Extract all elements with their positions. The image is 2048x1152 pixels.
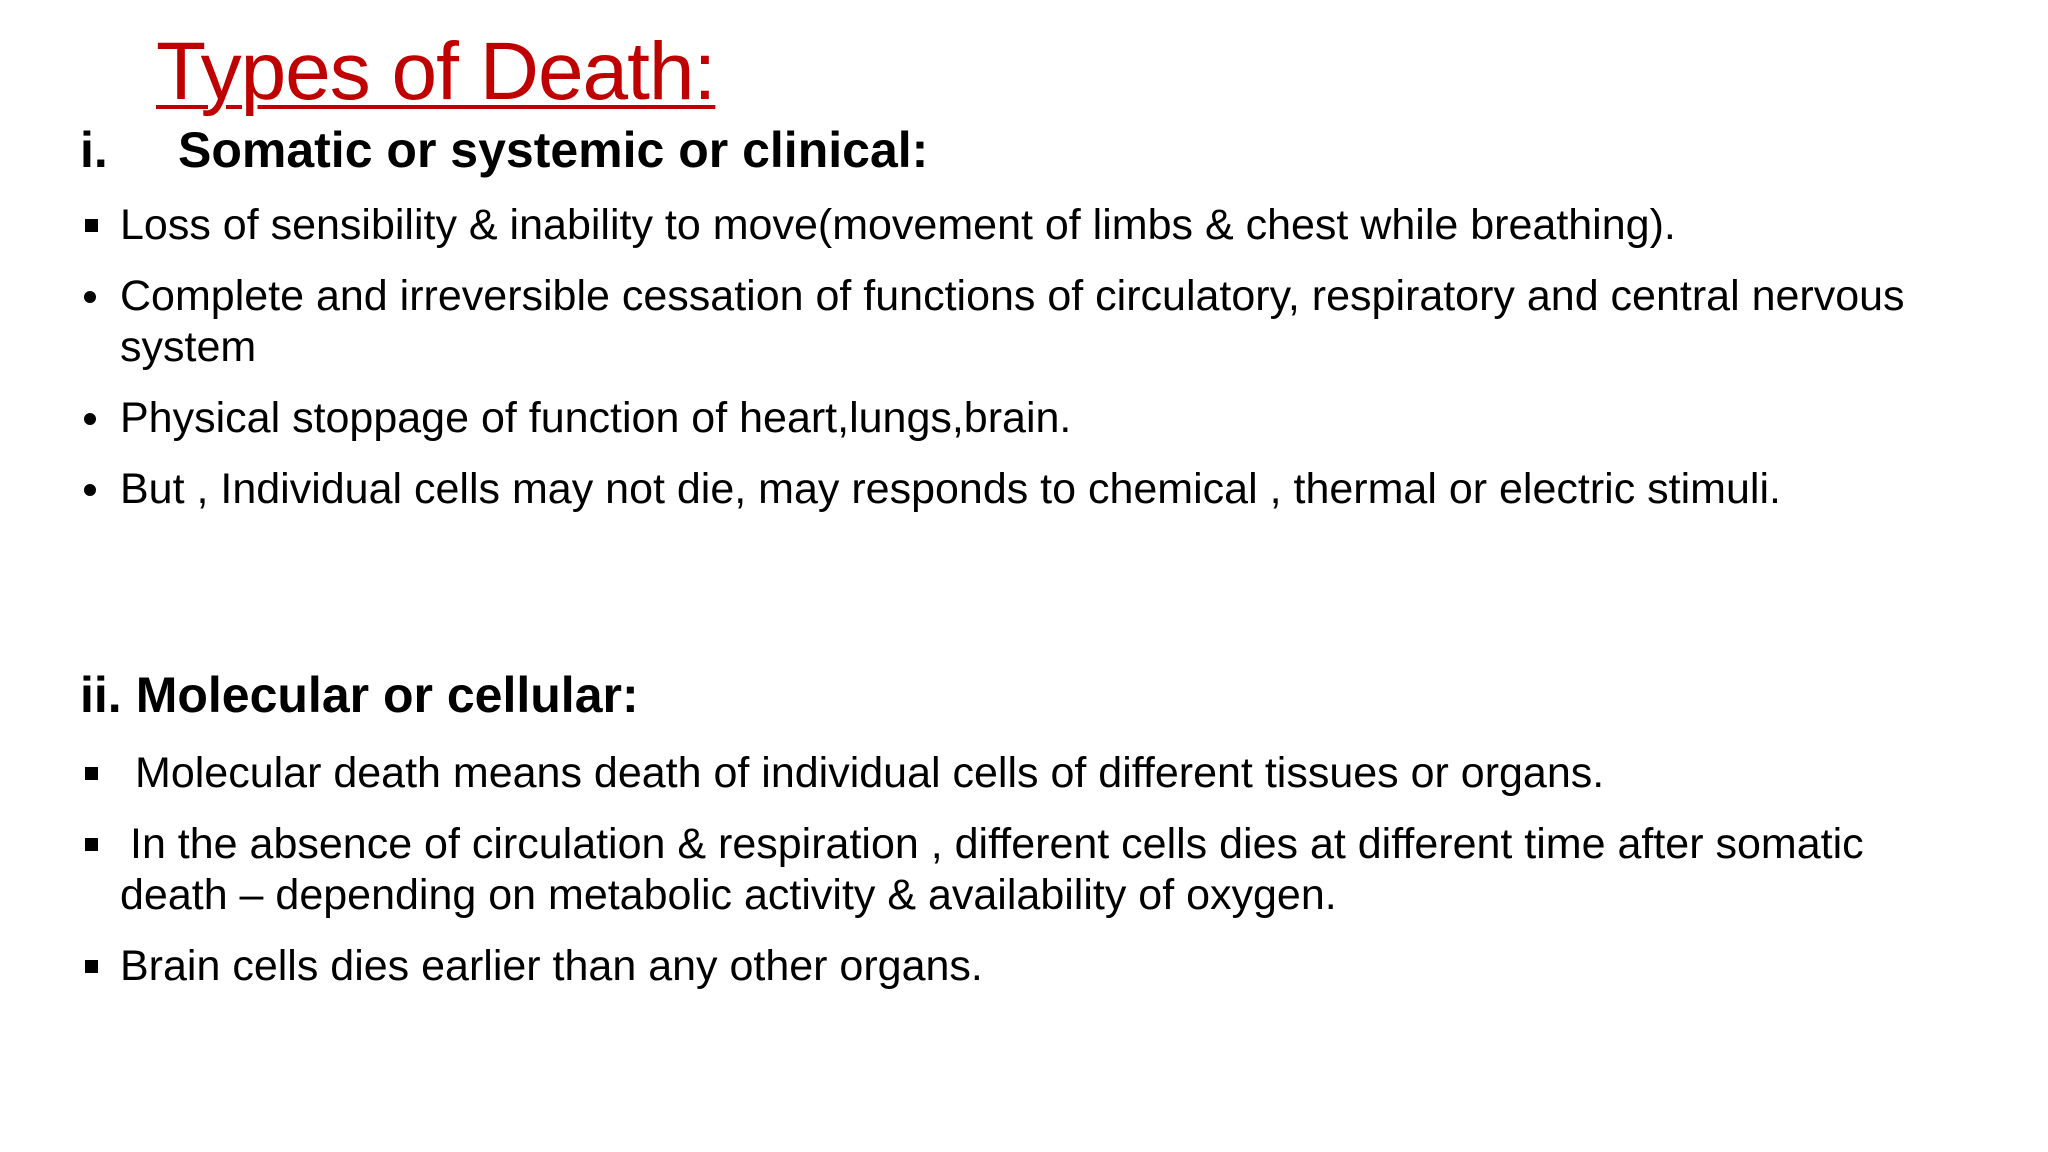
list-item	[80, 271, 1980, 373]
bullet-text: Brain cells dies earlier than any other organs.	[120, 942, 983, 990]
list-item	[80, 819, 1980, 921]
section-heading-molecular	[80, 665, 639, 725]
bullet-text: Physical stoppage of function of heart,lungs,brain.	[120, 394, 1072, 442]
section-heading-text: Molecular or cellular:	[135, 667, 639, 723]
bullet-text: Complete and irreversible cessation of functions of circulatory, respiratory and central nervous system	[120, 272, 1905, 371]
bullet-text: In the absence of circulation & respiration , different cells dies at different time after somatic death – depending on metabolic activity & availability of oxygen.	[120, 820, 1864, 919]
slide-title: Types of Death:	[156, 26, 716, 117]
list-item	[80, 941, 1980, 992]
list-item	[80, 393, 1980, 444]
section-number: ii.	[80, 667, 122, 723]
list-item	[80, 464, 1980, 515]
list-item	[80, 200, 1980, 251]
bullet-list-somatic	[80, 200, 1980, 535]
bullet-text: But , Individual cells may not die, may responds to chemical , thermal or electric stimuli.	[120, 465, 1781, 513]
section-heading-text: Somatic or systemic or clinical:	[178, 122, 929, 178]
bullet-text: Loss of sensibility & inability to move(movement of limbs & chest while breathing).	[120, 201, 1676, 249]
list-item	[80, 748, 1980, 799]
bullet-list-molecular	[80, 748, 1980, 1012]
section-number: i.	[80, 122, 108, 178]
bullet-text: Molecular death means death of individual cells of different tissues or organs.	[135, 749, 1605, 797]
section-heading-somatic	[80, 120, 928, 180]
